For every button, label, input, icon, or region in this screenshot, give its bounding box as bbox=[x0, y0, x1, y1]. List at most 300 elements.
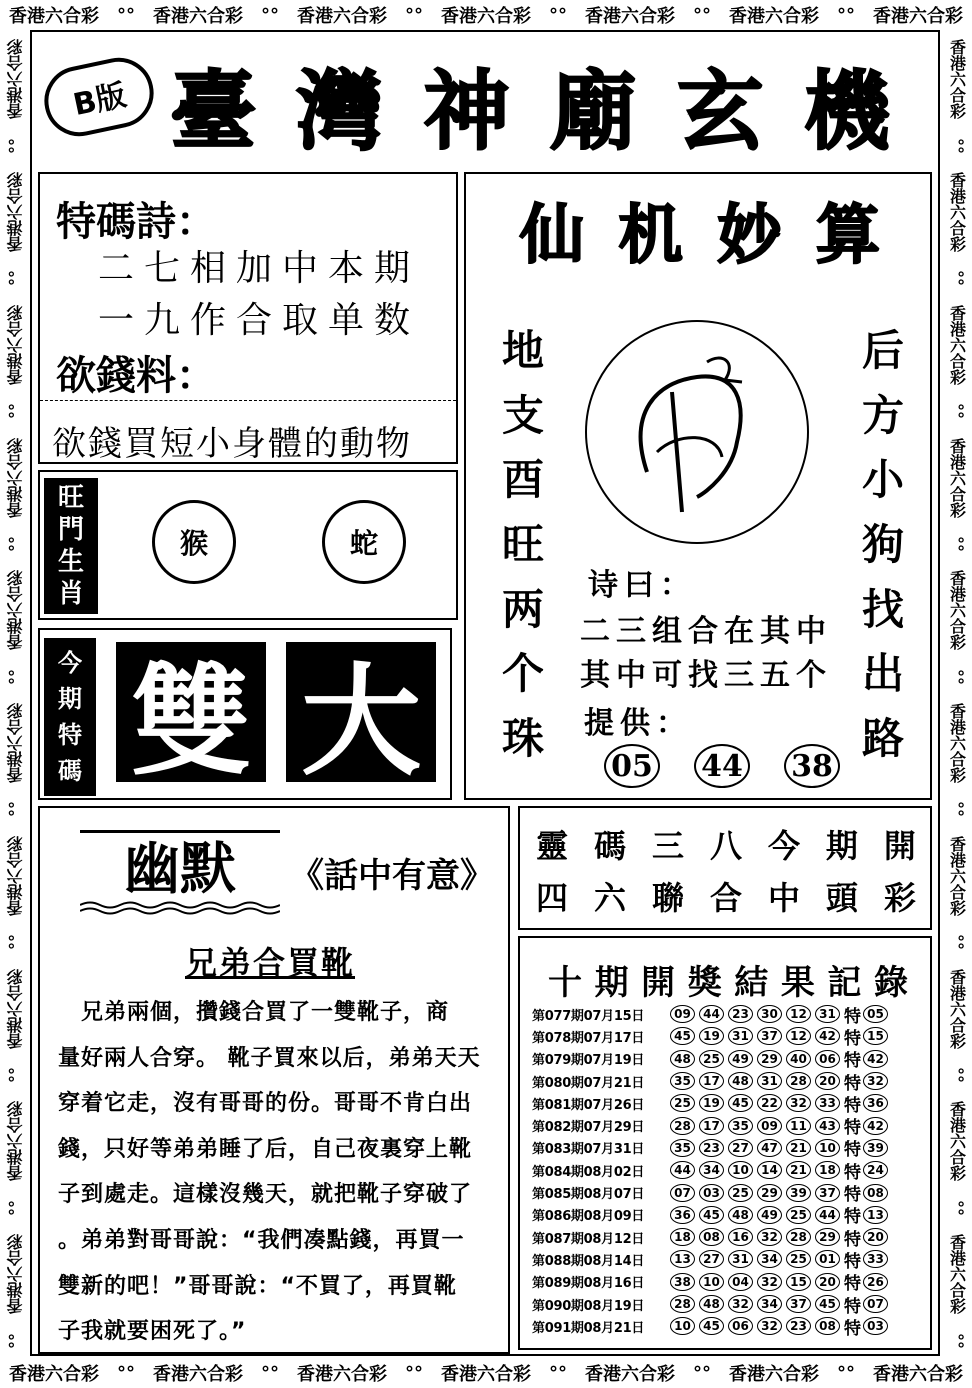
xianji-left-column bbox=[498, 318, 548, 766]
record-te: 特 bbox=[844, 1140, 861, 1161]
poem-line-1: 二七相加中本期 bbox=[98, 248, 421, 289]
border-sep: °° bbox=[693, 1362, 711, 1384]
record-number: 11 bbox=[786, 1117, 811, 1135]
jinqi-char-2: 大 bbox=[286, 642, 436, 782]
record-number: 25 bbox=[786, 1250, 811, 1268]
record-number: 01 bbox=[815, 1250, 840, 1268]
xianji-title-char: 算 bbox=[815, 199, 880, 273]
records-title-char: 錄 bbox=[873, 963, 908, 1003]
border-text: 香港六合彩 bbox=[947, 1234, 967, 1315]
border-sep: °° bbox=[947, 934, 967, 951]
xianji-title-char: 机 bbox=[618, 199, 683, 273]
table-row bbox=[532, 1159, 922, 1181]
record-te: 特 bbox=[844, 1229, 861, 1250]
records-title-char: 獎 bbox=[687, 963, 722, 1003]
record-number: 29 bbox=[815, 1228, 840, 1246]
table-row bbox=[532, 1003, 922, 1025]
right-col-char: 方 bbox=[861, 390, 904, 440]
record-te: 特 bbox=[844, 1028, 861, 1049]
record-number: 28 bbox=[670, 1295, 695, 1313]
right-col-char: 狗 bbox=[861, 519, 904, 569]
border-text: 香港六合彩 bbox=[5, 703, 25, 784]
record-number: 44 bbox=[670, 1161, 695, 1179]
border-sep: °° bbox=[947, 535, 967, 552]
record-te: 特 bbox=[844, 1207, 861, 1228]
border-strip-left bbox=[0, 30, 30, 1358]
border-sep: °° bbox=[5, 668, 25, 685]
title-char: 廟 bbox=[550, 62, 637, 162]
page-title bbox=[170, 54, 890, 162]
record-number: 20 bbox=[815, 1273, 840, 1291]
border-text: 香港六合彩 bbox=[585, 6, 675, 27]
record-number: 32 bbox=[728, 1295, 753, 1313]
record-te: 特 bbox=[844, 1318, 861, 1339]
record-number: 47 bbox=[757, 1139, 782, 1157]
zodiac-monkey-icon: 猴 bbox=[152, 500, 236, 584]
border-text: 香港六合彩 bbox=[441, 6, 531, 27]
story-line: 錢，只好等弟弟睡了后，自己夜裏穿上靴 bbox=[58, 1136, 473, 1162]
border-text: 香港六合彩 bbox=[947, 835, 967, 916]
record-number: 33 bbox=[815, 1094, 840, 1112]
edition-badge: B版 bbox=[38, 51, 160, 142]
table-row bbox=[532, 1070, 922, 1092]
record-label: 第089期08月16日 bbox=[532, 1276, 645, 1292]
calligraphy-icon bbox=[587, 322, 807, 542]
border-text: 香港六合彩 bbox=[153, 1364, 243, 1385]
record-special: 20 bbox=[863, 1228, 888, 1246]
record-number: 35 bbox=[670, 1139, 695, 1157]
record-label: 第091期08月21日 bbox=[532, 1320, 645, 1336]
border-text: 香港六合彩 bbox=[5, 570, 25, 651]
record-number: 45 bbox=[728, 1094, 753, 1112]
money-label: 欲錢料： bbox=[56, 353, 216, 399]
record-number: 29 bbox=[757, 1050, 782, 1068]
record-number: 44 bbox=[699, 1005, 724, 1023]
lingma-text bbox=[536, 818, 916, 922]
table-row bbox=[532, 1181, 922, 1206]
record-number: 37 bbox=[815, 1184, 840, 1202]
title-char: 玄 bbox=[677, 62, 764, 162]
table-row bbox=[532, 1226, 922, 1248]
record-number: 19 bbox=[699, 1094, 724, 1112]
record-number: 32 bbox=[786, 1094, 811, 1112]
record-number: 18 bbox=[815, 1161, 840, 1179]
record-number: 10 bbox=[699, 1273, 724, 1291]
border-strip-bottom bbox=[0, 1358, 972, 1388]
record-te: 特 bbox=[844, 1185, 861, 1206]
table-row bbox=[532, 1114, 922, 1139]
record-te: 特 bbox=[844, 1006, 861, 1027]
left-col-char: 酉 bbox=[501, 455, 544, 505]
record-number: 17 bbox=[699, 1117, 724, 1135]
border-sep: °° bbox=[5, 934, 25, 951]
border-sep: °° bbox=[549, 1362, 567, 1384]
border-sep: °° bbox=[5, 801, 25, 818]
lingma-char: 合 bbox=[709, 879, 742, 917]
border-text: 香港六合彩 bbox=[729, 1364, 819, 1385]
table-row bbox=[532, 1315, 922, 1337]
border-sep: °° bbox=[693, 4, 711, 26]
record-label: 第077期07月15日 bbox=[532, 1008, 645, 1024]
lingma-char: 期 bbox=[825, 827, 858, 865]
record-number: 18 bbox=[670, 1228, 695, 1246]
record-number: 45 bbox=[699, 1206, 724, 1224]
border-sep: °° bbox=[5, 403, 25, 420]
border-strip-top bbox=[0, 0, 972, 30]
right-col-char: 出 bbox=[861, 649, 904, 699]
xianji-poem-line-1: 二三组合在其中 bbox=[580, 614, 832, 649]
humor-title: 幽默 bbox=[80, 830, 280, 897]
record-label: 第084期08月02日 bbox=[532, 1164, 645, 1180]
record-te: 特 bbox=[844, 1118, 861, 1139]
record-label: 第079期07月19日 bbox=[532, 1053, 645, 1069]
border-text: 香港六合彩 bbox=[9, 6, 99, 27]
record-special: 32 bbox=[863, 1072, 888, 1090]
table-row bbox=[532, 1025, 922, 1047]
border-sep: °° bbox=[947, 1067, 967, 1084]
record-number: 34 bbox=[757, 1250, 782, 1268]
record-number: 25 bbox=[728, 1184, 753, 1202]
provide-number-1: 05 bbox=[604, 744, 660, 788]
border-sep: °° bbox=[947, 668, 967, 685]
zodiac-snake-icon: 蛇 bbox=[322, 500, 406, 584]
lingma-char: 靈 bbox=[536, 827, 569, 865]
lingma-char: 碼 bbox=[593, 827, 626, 865]
record-label: 第083期07月31日 bbox=[532, 1142, 645, 1158]
divider bbox=[40, 400, 456, 401]
jinqi-label-char: 今 bbox=[58, 649, 82, 677]
record-special: 15 bbox=[863, 1027, 888, 1045]
provide-number-3: 38 bbox=[784, 744, 840, 788]
border-text: 香港六合彩 bbox=[153, 6, 243, 27]
table-row bbox=[532, 1092, 922, 1114]
record-label: 第081期07月26日 bbox=[532, 1097, 645, 1113]
record-te: 特 bbox=[844, 1274, 861, 1295]
table-row bbox=[532, 1293, 922, 1315]
record-number: 27 bbox=[699, 1250, 724, 1268]
wangmen-label bbox=[44, 478, 98, 614]
jinqi-label bbox=[44, 638, 96, 796]
record-number: 49 bbox=[757, 1206, 782, 1224]
xianji-title-char: 仙 bbox=[520, 199, 584, 273]
title-char: 臺 bbox=[170, 62, 256, 162]
record-special: 13 bbox=[863, 1206, 888, 1224]
record-number: 43 bbox=[815, 1117, 840, 1135]
record-number: 04 bbox=[728, 1273, 753, 1291]
record-number: 42 bbox=[815, 1027, 840, 1045]
border-sep: °° bbox=[5, 1332, 25, 1349]
record-number: 31 bbox=[728, 1250, 753, 1268]
lingma-char: 彩 bbox=[883, 879, 916, 917]
border-sep: °° bbox=[5, 137, 25, 154]
record-number: 12 bbox=[786, 1027, 811, 1045]
record-te: 特 bbox=[844, 1162, 861, 1183]
border-text: 香港六合彩 bbox=[947, 1101, 967, 1182]
lingma-char: 四 bbox=[536, 879, 569, 917]
record-number: 23 bbox=[699, 1139, 724, 1157]
record-number: 21 bbox=[786, 1161, 811, 1179]
record-number: 45 bbox=[815, 1295, 840, 1313]
border-strip-right bbox=[942, 30, 972, 1358]
record-number: 28 bbox=[670, 1117, 695, 1135]
border-sep: °° bbox=[261, 4, 279, 26]
border-text: 香港六合彩 bbox=[5, 304, 25, 385]
border-sep: °° bbox=[5, 1199, 25, 1216]
record-number: 27 bbox=[728, 1139, 753, 1157]
record-number: 06 bbox=[815, 1050, 840, 1068]
border-text: 香港六合彩 bbox=[297, 1364, 387, 1385]
table-row bbox=[532, 1271, 922, 1293]
record-number: 34 bbox=[699, 1161, 724, 1179]
lingma-char: 中 bbox=[767, 879, 800, 917]
border-sep: °° bbox=[837, 1362, 855, 1384]
record-label: 第090期08月19日 bbox=[532, 1298, 645, 1314]
border-text: 香港六合彩 bbox=[5, 39, 25, 120]
lingma-char: 今 bbox=[767, 827, 800, 865]
record-number: 28 bbox=[786, 1228, 811, 1246]
border-text: 香港六合彩 bbox=[947, 304, 967, 385]
jinqi-char-1: 雙 bbox=[116, 642, 266, 782]
left-col-char: 支 bbox=[501, 390, 544, 440]
border-text: 香港六合彩 bbox=[441, 1364, 531, 1385]
story-line: 子我就要困死了。” bbox=[58, 1319, 247, 1345]
left-col-char: 珠 bbox=[501, 713, 544, 763]
border-text: 香港六合彩 bbox=[5, 171, 25, 252]
record-number: 12 bbox=[786, 1005, 811, 1023]
record-special: 08 bbox=[863, 1184, 888, 1202]
record-special: 05 bbox=[863, 1005, 888, 1023]
record-label: 第085期08月07日 bbox=[532, 1187, 645, 1203]
border-text: 香港六合彩 bbox=[5, 1101, 25, 1182]
jinqi-label-char: 碼 bbox=[58, 757, 82, 785]
record-number: 31 bbox=[728, 1027, 753, 1045]
border-text: 香港六合彩 bbox=[5, 437, 25, 518]
border-sep: °° bbox=[405, 1362, 423, 1384]
record-number: 14 bbox=[757, 1161, 782, 1179]
story-line: 。弟弟對哥哥說：“我們凑點錢，再買一 bbox=[58, 1227, 465, 1253]
record-number: 45 bbox=[670, 1027, 695, 1045]
record-number: 31 bbox=[815, 1005, 840, 1023]
record-number: 37 bbox=[786, 1295, 811, 1313]
story-title: 兄弟合買靴 bbox=[185, 944, 356, 982]
record-number: 23 bbox=[728, 1005, 753, 1023]
record-number: 08 bbox=[815, 1317, 840, 1335]
left-col-char: 两 bbox=[501, 584, 544, 634]
money-line: 欲錢買短小身體的動物 bbox=[52, 424, 412, 464]
story-line: 兄弟兩個，攢錢合買了一雙靴子，商 bbox=[58, 1000, 450, 1025]
record-number: 25 bbox=[786, 1206, 811, 1224]
record-number: 17 bbox=[699, 1072, 724, 1090]
record-number: 13 bbox=[670, 1250, 695, 1268]
border-text: 香港六合彩 bbox=[947, 171, 967, 252]
record-number: 29 bbox=[757, 1184, 782, 1202]
record-special: 24 bbox=[863, 1161, 888, 1179]
record-special: 03 bbox=[863, 1317, 888, 1335]
record-number: 35 bbox=[728, 1117, 753, 1135]
wangmen-label-char: 生 bbox=[57, 547, 84, 577]
border-text: 香港六合彩 bbox=[947, 437, 967, 518]
border-text: 香港六合彩 bbox=[9, 1364, 99, 1385]
record-te: 特 bbox=[844, 1095, 861, 1116]
record-special: 33 bbox=[863, 1250, 888, 1268]
story-line: 穿着它走，沒有哥哥的份。哥哥不肯白出 bbox=[58, 1091, 473, 1117]
border-sep: °° bbox=[947, 1332, 967, 1349]
xianji-provide-label: 提供： bbox=[584, 706, 692, 741]
record-number: 20 bbox=[815, 1072, 840, 1090]
record-number: 48 bbox=[728, 1072, 753, 1090]
record-number: 39 bbox=[786, 1184, 811, 1202]
lingma-char: 三 bbox=[651, 827, 684, 865]
record-label: 第086期08月09日 bbox=[532, 1209, 645, 1225]
xianji-title-char: 妙 bbox=[717, 199, 782, 273]
jinqi-label-char: 期 bbox=[58, 685, 82, 713]
record-number: 19 bbox=[699, 1027, 724, 1045]
record-special: 26 bbox=[863, 1273, 888, 1291]
border-text: 香港六合彩 bbox=[5, 1234, 25, 1315]
story-line: 量好兩人合穿。 靴子買來以后，弟弟天天 bbox=[58, 1045, 481, 1071]
left-col-char: 旺 bbox=[501, 519, 544, 569]
record-number: 22 bbox=[757, 1094, 782, 1112]
story-line: 雙新的吧！”哥哥說：“不買了，再買靴 bbox=[58, 1273, 457, 1299]
table-row bbox=[532, 1048, 922, 1070]
record-number: 32 bbox=[757, 1273, 782, 1291]
records-title-char: 記 bbox=[827, 963, 862, 1003]
jinqi-label-char: 特 bbox=[58, 721, 82, 749]
record-number: 08 bbox=[699, 1228, 724, 1246]
wangmen-label-char: 肖 bbox=[57, 579, 84, 609]
record-te: 特 bbox=[844, 1051, 861, 1072]
record-number: 48 bbox=[699, 1295, 724, 1313]
border-sep: °° bbox=[5, 270, 25, 287]
border-text: 香港六合彩 bbox=[5, 835, 25, 916]
record-number: 10 bbox=[670, 1317, 695, 1335]
record-label: 第082期07月29日 bbox=[532, 1120, 645, 1136]
lingma-char: 六 bbox=[593, 879, 626, 917]
border-sep: °° bbox=[947, 270, 967, 287]
record-number: 48 bbox=[670, 1050, 695, 1068]
record-te: 特 bbox=[844, 1251, 861, 1272]
lingma-row-1 bbox=[536, 818, 916, 870]
record-special: 42 bbox=[863, 1050, 888, 1068]
record-special: 42 bbox=[863, 1117, 888, 1135]
wangmen-label-char: 旺 bbox=[57, 483, 84, 513]
left-col-char: 个 bbox=[501, 649, 544, 699]
border-sep: °° bbox=[837, 4, 855, 26]
border-sep: °° bbox=[947, 137, 967, 154]
record-number: 23 bbox=[786, 1317, 811, 1335]
border-text: 香港六合彩 bbox=[5, 968, 25, 1049]
record-number: 34 bbox=[757, 1295, 782, 1313]
record-label: 第087期08月12日 bbox=[532, 1231, 645, 1247]
record-number: 49 bbox=[728, 1050, 753, 1068]
record-number: 07 bbox=[670, 1184, 695, 1202]
wave-divider bbox=[80, 900, 280, 916]
story-body bbox=[58, 990, 498, 1355]
records-title-char: 開 bbox=[641, 963, 676, 1003]
lingma-char: 開 bbox=[883, 827, 916, 865]
story-line: 子到處走。這樣沒幾天，就把靴子穿破了 bbox=[58, 1182, 473, 1208]
table-row bbox=[532, 1204, 922, 1226]
record-number: 32 bbox=[757, 1228, 782, 1246]
border-sep: °° bbox=[5, 1067, 25, 1084]
border-text: 香港六合彩 bbox=[947, 703, 967, 784]
title-char: 灣 bbox=[296, 62, 383, 162]
record-number: 28 bbox=[786, 1072, 811, 1090]
title-char: 機 bbox=[803, 62, 890, 162]
record-label: 第080期07月21日 bbox=[532, 1075, 645, 1091]
record-special: 07 bbox=[863, 1295, 888, 1313]
record-number: 44 bbox=[815, 1206, 840, 1224]
right-col-char: 找 bbox=[861, 584, 904, 634]
record-number: 40 bbox=[786, 1050, 811, 1068]
border-text: 香港六合彩 bbox=[297, 6, 387, 27]
record-number: 37 bbox=[757, 1027, 782, 1045]
xianji-title bbox=[520, 190, 880, 273]
record-number: 45 bbox=[699, 1317, 724, 1335]
border-sep: °° bbox=[947, 403, 967, 420]
title-char: 神 bbox=[423, 62, 510, 162]
record-number: 48 bbox=[728, 1206, 753, 1224]
records-title-char: 期 bbox=[594, 963, 629, 1003]
lingma-char: 八 bbox=[709, 827, 742, 865]
provide-number-2: 44 bbox=[694, 744, 750, 788]
record-number: 15 bbox=[786, 1273, 811, 1291]
right-col-char: 路 bbox=[861, 713, 904, 763]
record-number: 16 bbox=[728, 1228, 753, 1246]
border-text: 香港六合彩 bbox=[947, 39, 967, 120]
right-col-char: 小 bbox=[861, 455, 904, 505]
record-number: 21 bbox=[786, 1139, 811, 1157]
record-number: 38 bbox=[670, 1273, 695, 1291]
calligraphy-circle bbox=[585, 320, 809, 544]
poem-line-2: 一九作合取单数 bbox=[98, 300, 421, 341]
record-number: 10 bbox=[728, 1161, 753, 1179]
lingma-char: 頭 bbox=[825, 879, 858, 917]
table-row bbox=[532, 1248, 922, 1270]
records-title-char: 結 bbox=[734, 963, 769, 1003]
record-number: 31 bbox=[757, 1072, 782, 1090]
record-number: 25 bbox=[699, 1050, 724, 1068]
border-text: 香港六合彩 bbox=[873, 1364, 963, 1385]
border-sep: °° bbox=[549, 4, 567, 26]
border-sep: °° bbox=[261, 1362, 279, 1384]
records-table bbox=[532, 1003, 922, 1337]
right-col-char: 后 bbox=[861, 326, 904, 375]
record-number: 36 bbox=[670, 1206, 695, 1224]
records-title bbox=[548, 955, 908, 1004]
border-sep: °° bbox=[117, 4, 135, 26]
record-number: 06 bbox=[728, 1317, 753, 1335]
border-text: 香港六合彩 bbox=[947, 968, 967, 1049]
border-sep: °° bbox=[117, 1362, 135, 1384]
records-title-char: 十 bbox=[548, 963, 582, 1003]
wangmen-label-char: 門 bbox=[57, 515, 84, 545]
border-sep: °° bbox=[947, 1199, 967, 1216]
table-row bbox=[532, 1137, 922, 1159]
record-number: 03 bbox=[699, 1184, 724, 1202]
records-title-char: 果 bbox=[780, 963, 815, 1003]
border-sep: °° bbox=[5, 535, 25, 552]
left-col-char: 地 bbox=[501, 326, 544, 375]
record-te: 特 bbox=[844, 1073, 861, 1094]
record-label: 第088期08月14日 bbox=[532, 1253, 645, 1269]
humor-subtitle: 《話中有意》 bbox=[290, 856, 494, 896]
border-sep: °° bbox=[947, 801, 967, 818]
record-number: 30 bbox=[757, 1005, 782, 1023]
record-special: 36 bbox=[863, 1094, 888, 1112]
xianji-poem-label: 诗曰： bbox=[588, 568, 696, 603]
record-te: 特 bbox=[844, 1296, 861, 1317]
